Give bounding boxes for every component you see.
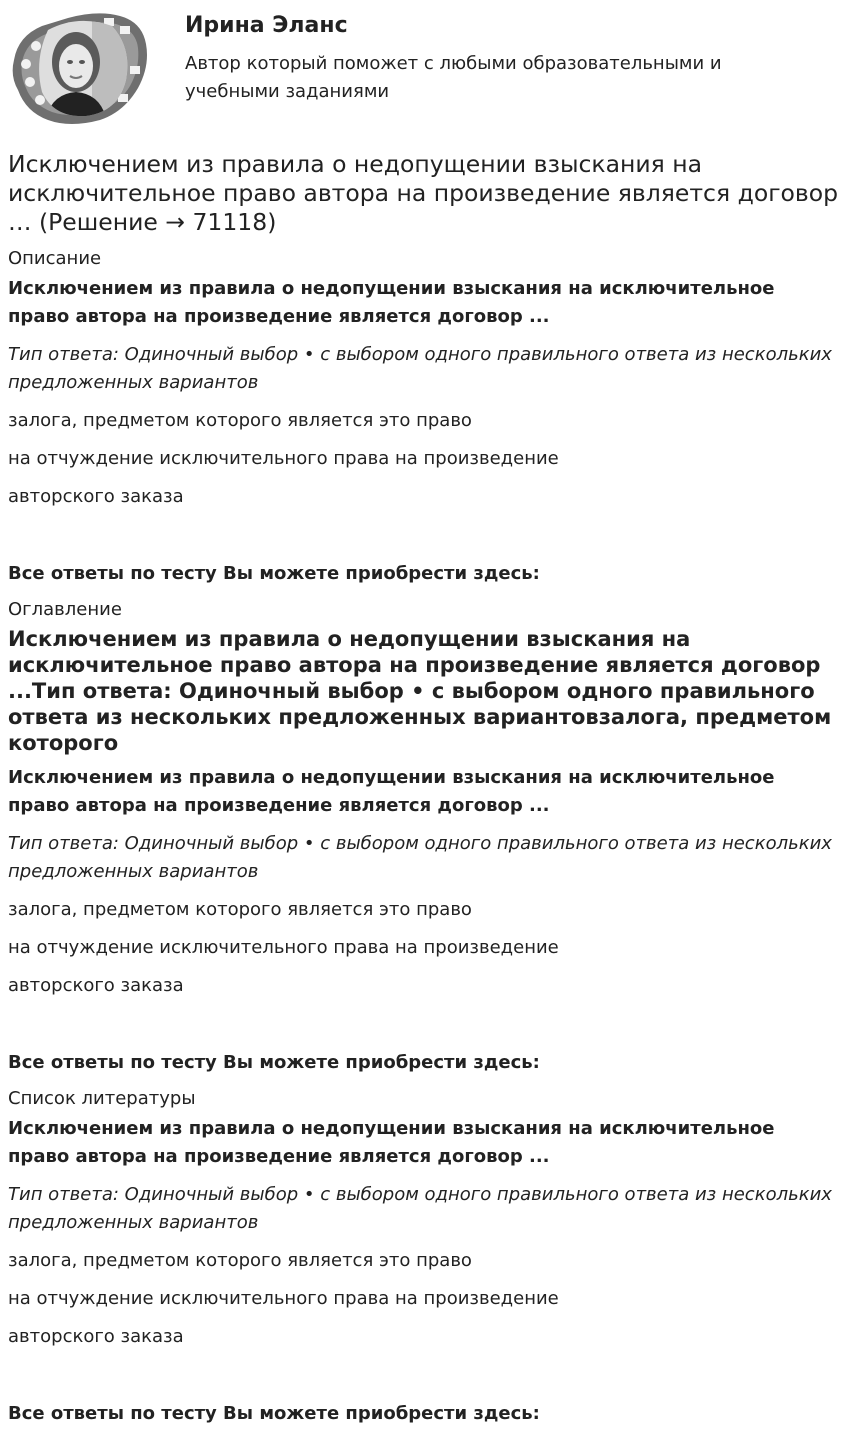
answer-type: Тип ответа: Одиночный выбор • с выбором одного правильного ответа из нескольких предложенных вариантов — [8, 833, 832, 882]
answer-option: залога, предметом которого является это право — [8, 899, 472, 920]
question-text: Исключением из правила о недопущении взыскания на исключительное право автора на произведение является договор ... — [8, 278, 775, 327]
author-header — [8, 0, 839, 138]
answer-type: Тип ответа: Одиночный выбор • с выбором одного правильного ответа из нескольких предложенных вариантов — [8, 1184, 832, 1233]
answer-option: на отчуждение исключительного права на произведение — [8, 937, 559, 958]
author-name: Ирина Эланс — [185, 13, 348, 38]
answer-option: авторского заказа — [8, 975, 184, 996]
question-text: Исключением из правила о недопущении взыскания на исключительное право автора на произведение является договор ... — [8, 767, 775, 816]
buy-answers-text: Все ответы по тесту Вы можете приобрести здесь: — [8, 563, 540, 584]
section-label-description: Описание — [8, 248, 102, 269]
answer-option: залога, предметом которого является это право — [8, 1250, 472, 1271]
question-text: Исключением из правила о недопущении взыскания на исключительное право автора на произведение является договор ... — [8, 1118, 775, 1167]
answer-option: залога, предметом которого является это право — [8, 410, 472, 431]
answer-option: авторского заказа — [8, 486, 184, 507]
toc-heading: Исключением из правила о недопущении взыскания на исключительное право автора на произведение является договор ...Тип ответа: Одиночный выбор • с выбором одного правильного ответа из нескольких предложенных вариантовзалога, предметом которого — [8, 627, 832, 755]
answer-option: авторского заказа — [8, 1326, 184, 1347]
section-label-references: Список литературы — [8, 1088, 196, 1109]
avatar — [8, 8, 150, 128]
answer-option: на отчуждение исключительного права на произведение — [8, 1288, 559, 1309]
answer-option: на отчуждение исключительного права на произведение — [8, 448, 559, 469]
references-section — [8, 1085, 839, 1428]
buy-answers-text: Все ответы по тесту Вы можете приобрести здесь: — [8, 1052, 540, 1073]
buy-answers-text: Все ответы по тесту Вы можете приобрести здесь: — [8, 1403, 540, 1424]
toc-section — [8, 596, 839, 1077]
page-title: Исключением из правила о недопущении взыскания на исключительное право автора на произведение является договор … (Решение → 71118) — [8, 150, 839, 236]
description-section — [8, 245, 839, 588]
section-label-toc: Оглавление — [8, 599, 122, 620]
author-description: Автор который поможет с любыми образовательными и учебными заданиями — [185, 53, 722, 102]
answer-type: Тип ответа: Одиночный выбор • с выбором одного правильного ответа из нескольких предложенных вариантов — [8, 344, 832, 393]
